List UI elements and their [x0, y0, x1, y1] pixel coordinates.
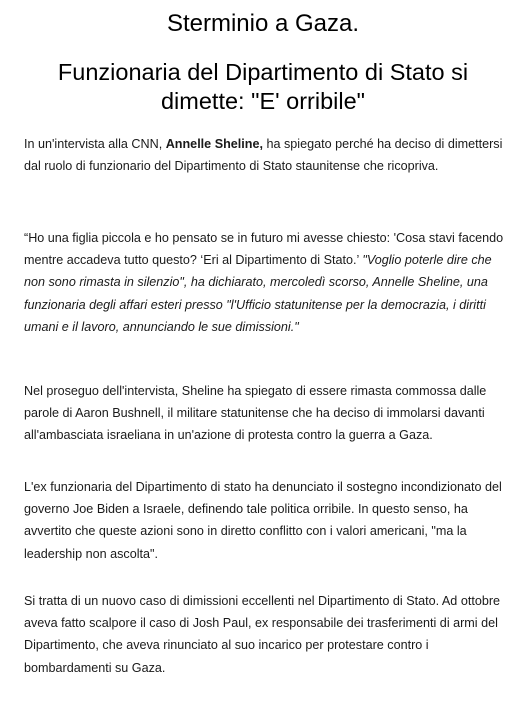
- quote-italic-text: "Voglio poterle dire che non sono rimasta in silenzio", ha dichiarato, mercoledì scorso, Annelle Sheline, una funzionaria degli affari esteri presso "l'Ufficio statunitense per la democrazia, i diritti umani e il lavoro, annunciando le sue dimissioni.": [24, 253, 492, 334]
- paragraph-2-quote: [24, 227, 508, 338]
- paragraph-1: [24, 133, 508, 177]
- quote-regular-text: “Ho una figlia piccola e ho pensato se in futuro mi avesse chiesto: 'Cosa stavi facendo mentre accadeva tutto questo? ‘Eri al Dipartimento di Stato.’: [24, 231, 504, 268]
- headline-title: Sterminio a Gaza.: [166, 10, 360, 37]
- paragraph-5: Si tratta di un nuovo caso di dimissioni eccellenti nel Dipartimento di Stato. Ad ottobre aveva fatto scalpore il caso di Josh Paul, ex responsabile dei trasferimenti di armi del Dipartimento, che aveva rinunciato al suo incarico per protestare contro i bombardamenti su Gaza.: [24, 594, 501, 675]
- paragraph-3: Nel proseguo dell'intervista, Sheline ha spiegato di essere rimasta commossa dalle parole di Aaron Bushnell, il militare statunitense che ha deciso di immolarsi davanti all'ambasciata israeliana in un'azione di protesta contro la guerra a Gaza.: [24, 384, 487, 443]
- person-name-bold: Annelle Sheline,: [165, 137, 263, 151]
- paragraph-1-intro: In un'intervista alla CNN,: [24, 137, 166, 151]
- headline-subtitle: Funzionaria del Dipartimento di Stato si dimette: "E' orribile": [57, 59, 469, 114]
- paragraph-4: L'ex funzionaria del Dipartimento di stato ha denunciato il sostegno incondizionato del governo Joe Biden a Israele, definendo tale politica orribile. In questo senso, ha avvertito che queste azioni sono in diretto conflitto con i valori americani, "ma la leadership non ascolta".: [24, 480, 502, 561]
- paragraph-1-rest: ha spiegato perché ha deciso di dimettersi dal ruolo di funzionario del Dipartimento di Stato staunitense che ricopriva.: [24, 137, 503, 174]
